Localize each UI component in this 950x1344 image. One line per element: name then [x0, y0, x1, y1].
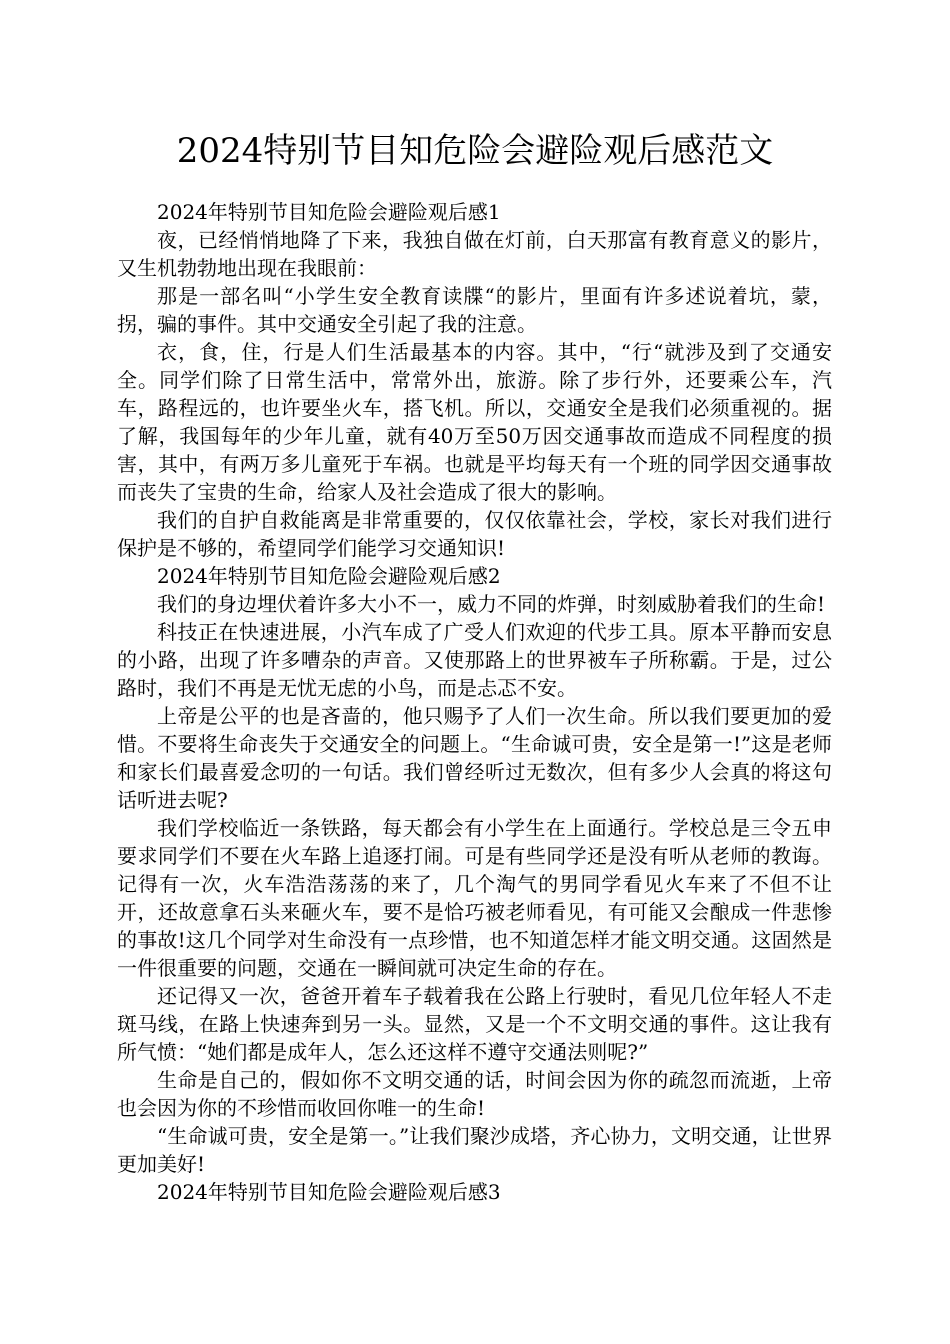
section-heading-1: 2024年特别节目知危险会避险观后感1 — [157, 200, 501, 224]
paragraph: 还记得又一次，爸爸开着车子载着我在公路上行驶时，看见几位年轻人不走斑马线，在路上快速奔到另一头。显然，又是一个不文明交通的事件。这让我有所气愤：“她们都是成年人，怎么还这样不遵守交通法则呢?” — [117, 984, 832, 1064]
paragraph: “生命诚可贵，安全是第一。”让我们聚沙成塔，齐心协力，文明交通，让世界更加美好! — [117, 1124, 832, 1176]
paragraph: 我们学校临近一条铁路，每天都会有小学生在上面通行。学校总是三令五申要求同学们不要在火车路上追逐打闹。可是有些同学还是没有听从老师的教诲。记得有一次，火车浩浩荡荡的来了，几个淘气的男同学看见火车来了不但不让开，还故意拿石头来砸火车，要不是恰巧被老师看见，有可能又会酿成一件悲惨的事故!这几个同学对生命没有一点珍惜，也不知道怎样才能文明交通。这固然是一件很重要的问题，交通在一瞬间就可决定生命的存在。 — [117, 816, 832, 980]
paragraph: 我们的自护自救能离是非常重要的，仅仅依靠社会，学校，家长对我们进行保护是不够的，希望同学们能学习交通知识! — [117, 508, 832, 560]
section-heading-2: 2024年特别节目知危险会避险观后感2 — [157, 564, 501, 588]
paragraph: 那是一部名叫“小学生安全教育读牒“的影片，里面有许多述说着坑，蒙，拐，骗的事件。其中交通安全引起了我的注意。 — [117, 284, 832, 336]
section-heading-3: 2024年特别节目知危险会避险观后感3 — [157, 1180, 501, 1204]
paragraph: 夜，已经悄悄地降了下来，我独自做在灯前，白天那富有教育意义的影片，又生机勃勃地出现在我眼前： — [117, 228, 832, 280]
paragraph: 我们的身边埋伏着许多大小不一，威力不同的炸弹，时刻威胁着我们的生命! — [157, 592, 826, 616]
document-title: 2024特别节目知危险会避险观后感范文 — [176, 131, 774, 171]
paragraph: 生命是自己的，假如你不文明交通的话，时间会因为你的疏忽而流逝，上帝也会因为你的不珍惜而收回你唯一的生命! — [117, 1068, 832, 1120]
paragraph: 衣，食，住，行是人们生活最基本的内容。其中，“行“就涉及到了交通安全。同学们除了日常生活中，常常外出，旅游。除了步行外，还要乘公车，汽车，路程远的，也许要坐火车，搭飞机。所以，交通安全是我们必须重视的。据了解，我国每年的少年儿童，就有40万至50万因交通事故而造成不同程度的损害，其中，有两万多儿童死于车祸。也就是平均每天有一个班的同学因交通事故而丧失了宝贵的生命，给家人及社会造成了很大的影响。 — [117, 340, 832, 504]
document-body — [117, 198, 832, 1206]
paragraph: 科技正在快速进展，小汽车成了广受人们欢迎的代步工具。原本平静而安息的小路，出现了许多嘈杂的声音。又使那路上的世界被车子所称霸。于是，过公路时，我们不再是无忧无虑的小鸟，而是忐忑不安。 — [117, 620, 832, 700]
paragraph: 上帝是公平的也是吝啬的，他只赐予了人们一次生命。所以我们要更加的爱惜。不要将生命丧失于交通安全的问题上。“生命诚可贵，安全是第一!”这是老师和家长们最喜爱念叨的一句话。我们曾经听过无数次，但有多少人会真的将这句话听进去呢? — [117, 704, 832, 812]
